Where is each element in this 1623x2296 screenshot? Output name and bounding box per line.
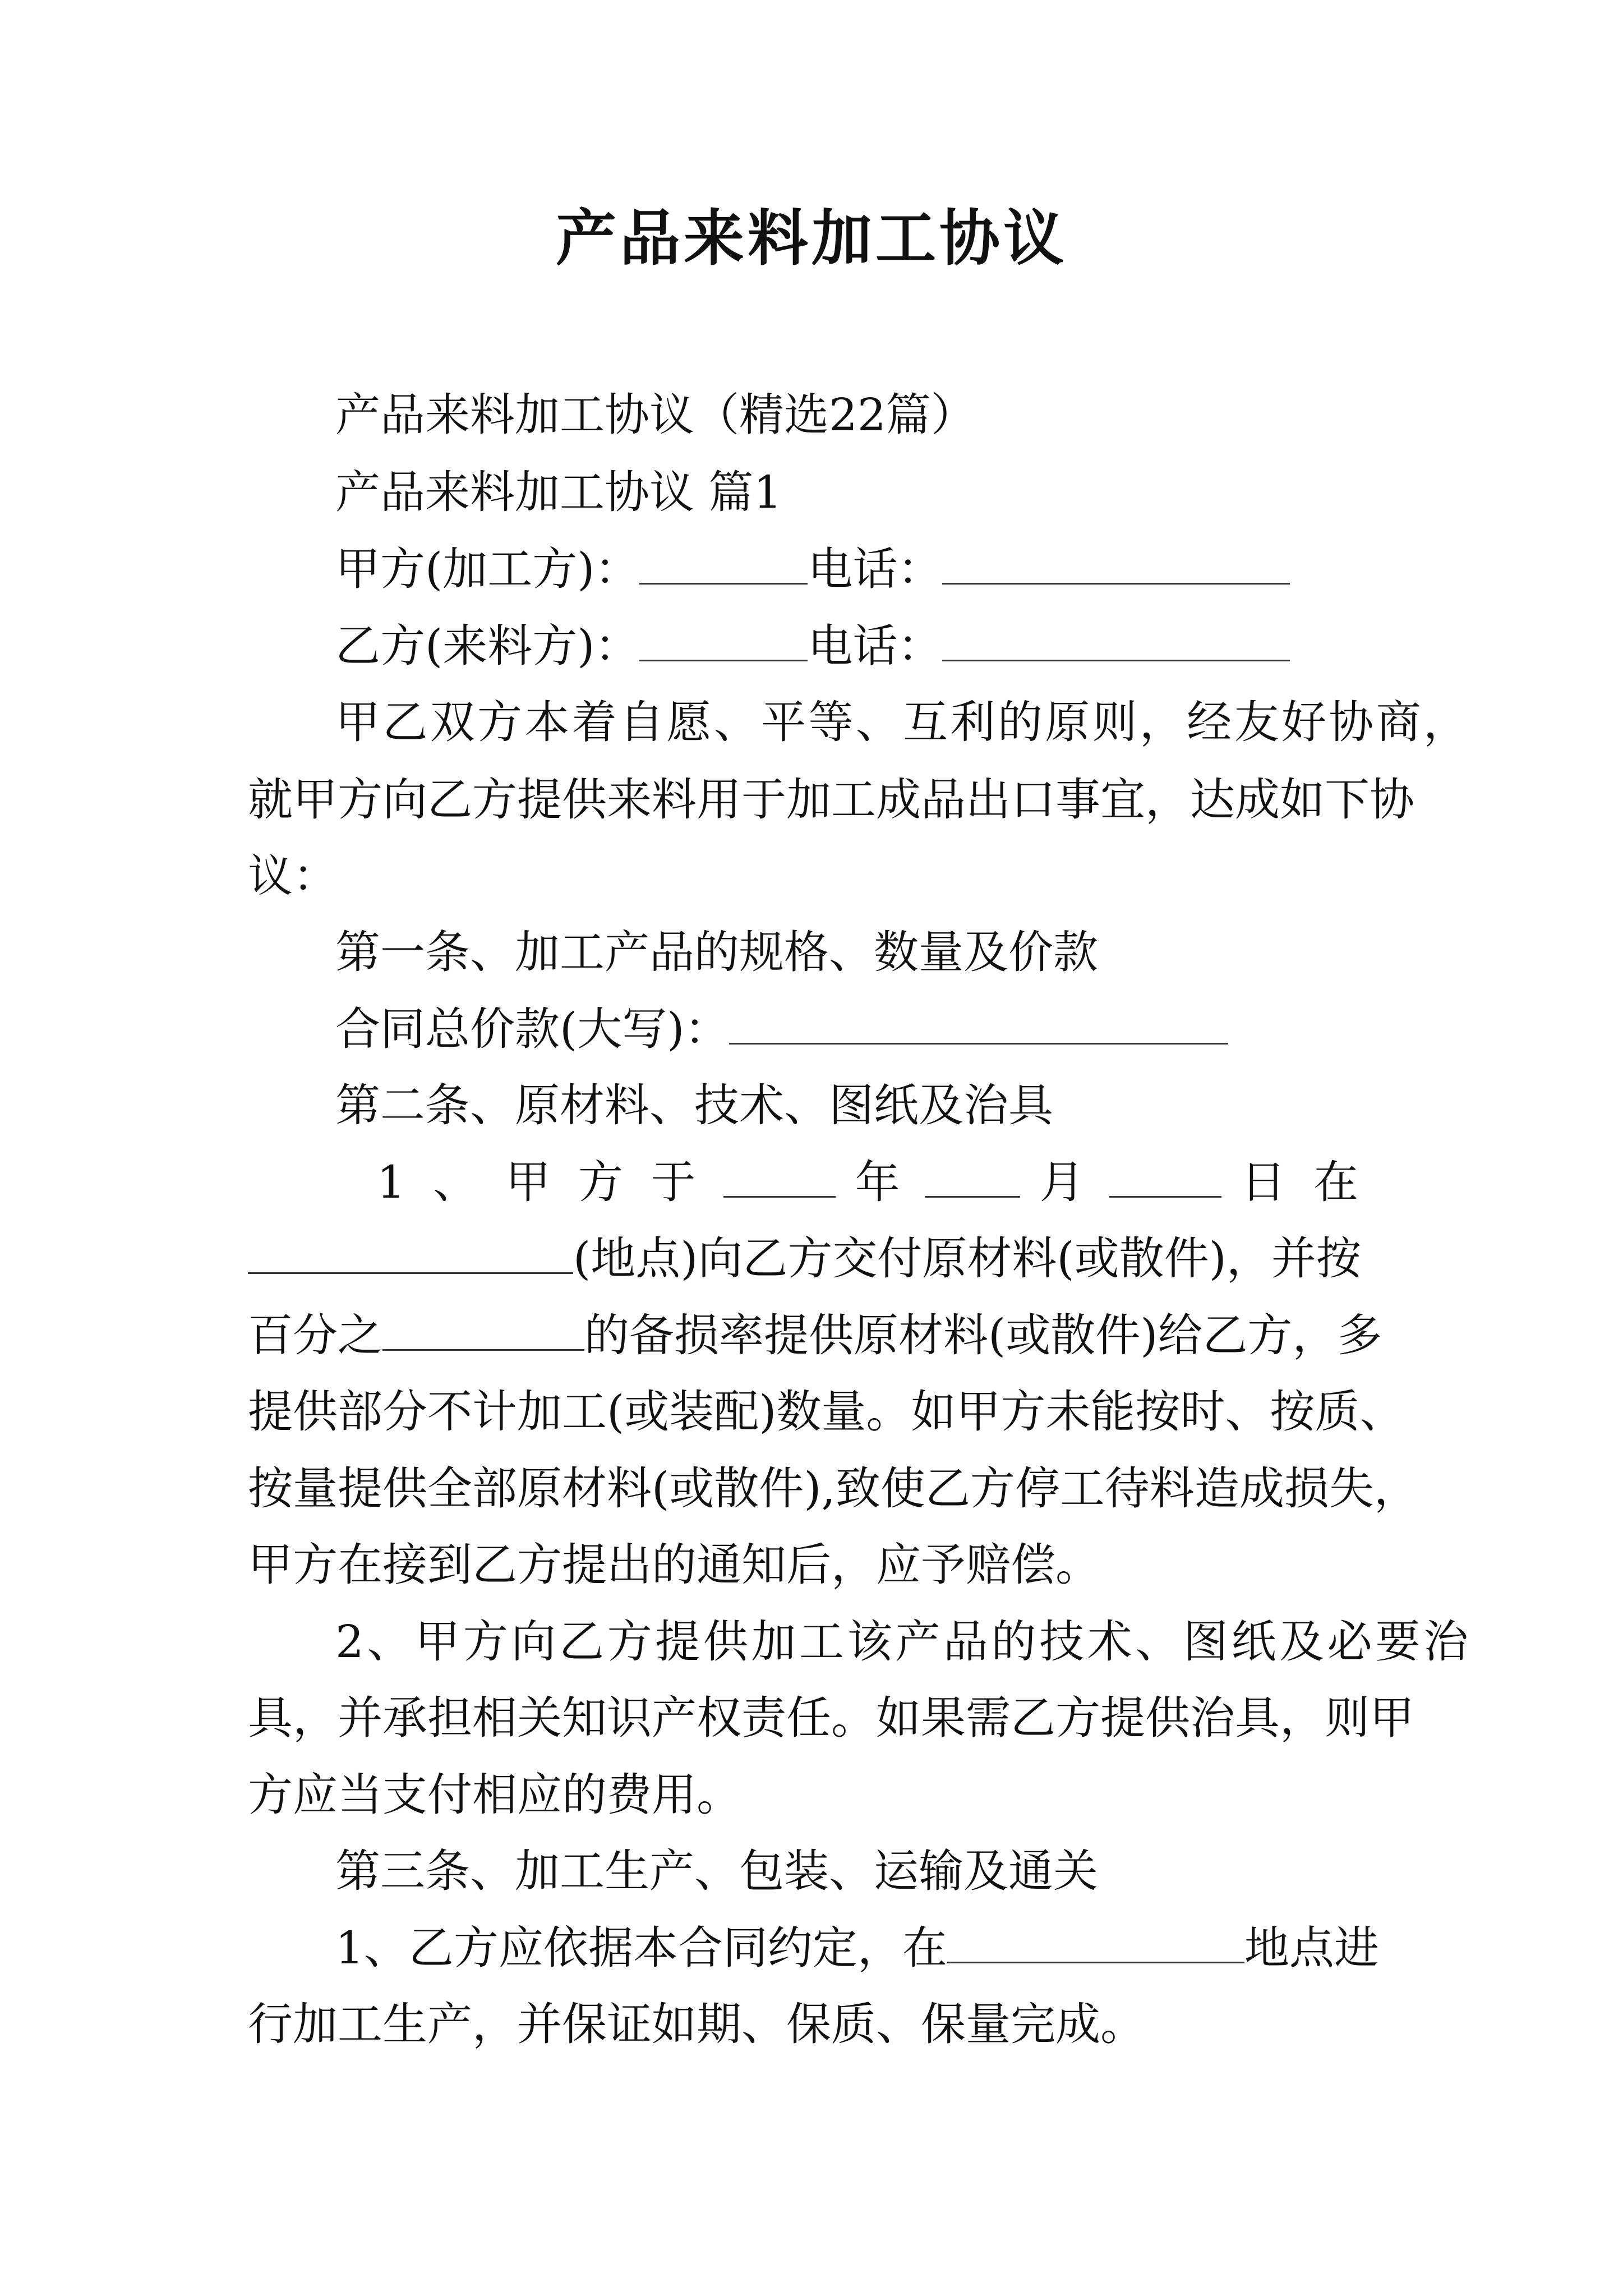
percent-blank — [382, 1310, 584, 1351]
a2-p1-line-1 — [248, 1154, 1381, 1211]
a2-p1-line-2 — [248, 1231, 1381, 1287]
party-b-phone-blank — [942, 620, 1290, 661]
day-label: 日在 — [1241, 1156, 1381, 1208]
month-blank — [925, 1157, 1020, 1198]
a2-p1-line-6: 甲方在接到乙方提出的通知后，应予赔偿。 — [248, 1539, 1100, 1591]
party-b-row — [248, 618, 1468, 674]
a3-p1-line-1 — [248, 1920, 1468, 1976]
intro-line-3: 议： — [248, 850, 338, 902]
a2-p1-line-4: 提供部分不计加工(或装配)数量。如甲方未能按时、按质、 — [248, 1386, 1405, 1438]
year-blank — [723, 1157, 836, 1198]
party-a-phone-blank — [942, 544, 1290, 585]
article-3-title: 第三条、加工生产、包装、运输及通关 — [335, 1845, 1098, 1897]
a3-p1-suffix: 地点进 — [1244, 1922, 1379, 1974]
party-a-row — [248, 541, 1468, 597]
party-a-phone-label: 电话： — [808, 543, 943, 595]
total-price-row — [248, 1001, 1468, 1057]
intro-line-2: 就甲方向乙方提供来料用于加工成品出口事宜，达成如下协 — [248, 774, 1414, 826]
intro-line-1: 甲乙双方本着自愿、平等、互利的原则，经友好协商， — [335, 696, 1468, 748]
a2-p2-line-1: 2、甲方向乙方提供加工该产品的技术、图纸及必要治 — [335, 1616, 1468, 1668]
a2-p1-line-3 — [248, 1308, 1381, 1364]
location-blank — [248, 1233, 573, 1274]
party-a-label: 甲方(加工方)： — [335, 543, 640, 595]
year-label: 年 — [855, 1156, 905, 1208]
percent-label: 百分之 — [248, 1309, 382, 1361]
a2-p1-line-3-text: 的备损率提供原材料(或散件)给乙方，多 — [584, 1309, 1382, 1361]
a2-p1-line-2-text: (地点)向乙方交付原材料(或散件)，并按 — [573, 1232, 1361, 1285]
section-heading: 产品来料加工协议 篇1 — [335, 466, 782, 518]
party-b-name-blank — [639, 620, 808, 661]
party-b-label: 乙方(来料方)： — [335, 620, 640, 672]
a2-p1-line-5: 按量提供全部原材料(或散件),致使乙方停工待料造成损失， — [248, 1462, 1419, 1515]
a2-p2-line-2: 具，并承担相关知识产权责任。如果需乙方提供治具，则甲 — [248, 1692, 1414, 1744]
party-a-name-blank — [639, 544, 808, 585]
production-location-blank — [947, 1922, 1244, 1963]
a3-p1-prefix: 1、乙方应依据本合同约定，在 — [335, 1922, 947, 1974]
a2-p2-line-3: 方应当支付相应的费用。 — [248, 1769, 741, 1821]
day-blank — [1109, 1157, 1221, 1198]
month-label: 月 — [1039, 1156, 1090, 1208]
document-subtitle: 产品来料加工协议（精选22篇） — [335, 389, 976, 441]
document-title: 产品来料加工协议 — [555, 203, 1067, 274]
article-2-title: 第二条、原材料、技术、图纸及治具 — [335, 1079, 1053, 1131]
a3-p1-line-2: 行加工生产，并保证如期、保质、保量完成。 — [248, 1998, 1145, 2050]
party-b-phone-label: 电话： — [808, 620, 943, 672]
total-price-blank — [729, 1004, 1228, 1045]
a2-p1-number: 1、甲方于 — [377, 1156, 723, 1208]
article-1-title: 第一条、加工产品的规格、数量及价款 — [335, 926, 1098, 978]
total-price-label: 合同总价款(大写)： — [335, 1003, 730, 1055]
